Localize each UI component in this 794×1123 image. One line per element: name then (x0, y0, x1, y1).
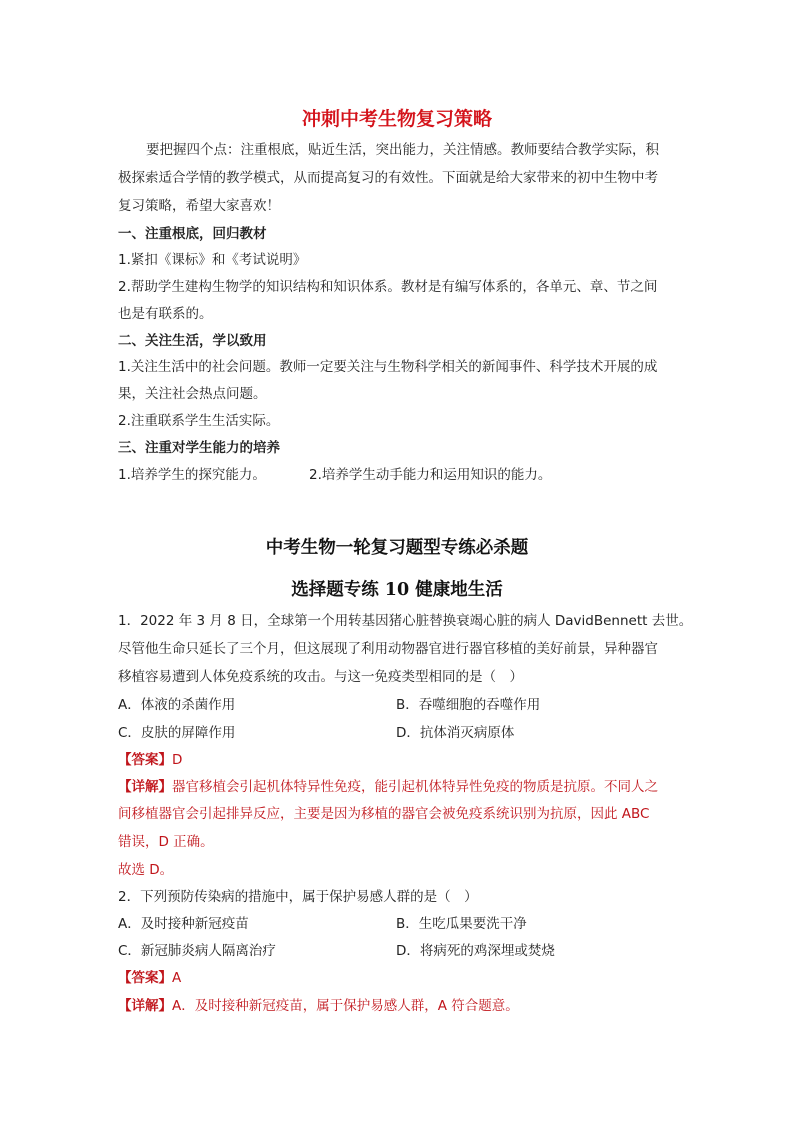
intro-line-1: 要把握四个点：注重根底，贴近生活，突出能力，关注情感。教师要结合教学实际，积 (146, 142, 659, 158)
s1-item-1: 1.紧扣《课标》和《考试说明》 (118, 252, 307, 268)
q2-option-c: C．新冠肺炎病人隔离治疗 (118, 943, 276, 959)
section-subtitle: 选择题专练 10 健康地生活 (291, 580, 503, 600)
q1-stem-line-2: 尽管他生命只延长了三个月，但这展现了利用动物器官进行器官移植的美好前景，异种器官 (118, 641, 658, 657)
section-title: 中考生物一轮复习题型专练必杀题 (265, 538, 529, 558)
s2-item-1-line-2: 果，关注社会热点问题。 (118, 386, 267, 402)
q1-answer (118, 751, 182, 769)
s1-item-2-line-1: 2.帮助学生建构生物学的知识结构和知识体系。教材是有编写体系的，各单元、章、节之间 (118, 279, 658, 295)
q1-detail-line-4: 故选 D。 (118, 862, 174, 878)
q1-detail-text-1: 器官移植会引起机体特异性免疫，能引起机体特异性免疫的物质是抗原。不同人之 (172, 779, 658, 795)
q2-option-b: B．生吃瓜果要洗干净 (396, 916, 527, 932)
intro-line-2: 极探索适合学情的教学模式，从而提高复习的有效性。下面就是给大家带来的初中生物中考 (118, 170, 658, 186)
q2-detail-tag: 【详解】 (118, 998, 172, 1014)
q1-detail-line-1 (118, 778, 658, 796)
q2-stem: 2．下列预防传染病的措施中，属于保护易感人群的是（ ） (118, 889, 478, 905)
q1-stem-line-1: 1．2022 年 3 月 8 日，全球第一个用转基因猪心脏替换衰竭心脏的病人 DavidBennett 去世。 (118, 613, 693, 629)
s3-item-2: 2.培养学生动手能力和运用知识的能力。 (309, 467, 552, 483)
q2-option-d: D．将病死的鸡深埋或焚烧 (396, 943, 555, 959)
q2-option-a: A．及时接种新冠疫苗 (118, 916, 249, 932)
q1-option-b: B．吞噬细胞的吞噬作用 (396, 697, 541, 713)
s2-item-2: 2.注重联系学生生活实际。 (118, 413, 280, 429)
s3-item-1: 1.培养学生的探究能力。 (118, 467, 266, 483)
q2-answer-tag: 【答案】 (118, 970, 172, 986)
section-heading-2: 二、关注生活，学以致用 (118, 333, 267, 349)
q2-answer-value: A (172, 970, 182, 986)
q2-detail (118, 997, 519, 1015)
q1-detail-tag: 【详解】 (118, 779, 172, 795)
q1-answer-tag: 【答案】 (118, 752, 172, 768)
section-heading-3: 三、注重对学生能力的培养 (118, 440, 280, 456)
s2-item-1-line-1: 1.关注生活中的社会问题。教师一定要关注与生物科学相关的新闻事件、科学技术开展的成 (118, 359, 658, 375)
q1-option-d: D．抗体消灭病原体 (396, 725, 515, 741)
q2-answer (118, 969, 181, 987)
q1-option-c: C．皮肤的屏障作用 (118, 725, 236, 741)
q1-option-a: A．体液的杀菌作用 (118, 697, 236, 713)
q2-detail-text: A．及时接种新冠疫苗，属于保护易感人群，A 符合题意。 (172, 998, 519, 1014)
section-heading-1: 一、注重根底，回归教材 (118, 226, 267, 242)
q1-detail-line-3: 错误，D 正确。 (118, 834, 214, 850)
s1-item-2-line-2: 也是有联系的。 (118, 306, 213, 322)
q1-stem-line-3: 移植容易遭到人体免疫系统的攻击。与这一免疫类型相同的是（ ） (118, 669, 523, 685)
intro-line-3: 复习策略，希望大家喜欢！ (118, 198, 280, 214)
q1-answer-value: D (172, 752, 183, 768)
doc-title: 冲刺中考生物复习策略 (301, 108, 492, 130)
q1-detail-line-2: 间移植器官会引起排异反应，主要是因为移植的器官会被免疫系统识别为抗原，因此 ABC (118, 806, 650, 822)
